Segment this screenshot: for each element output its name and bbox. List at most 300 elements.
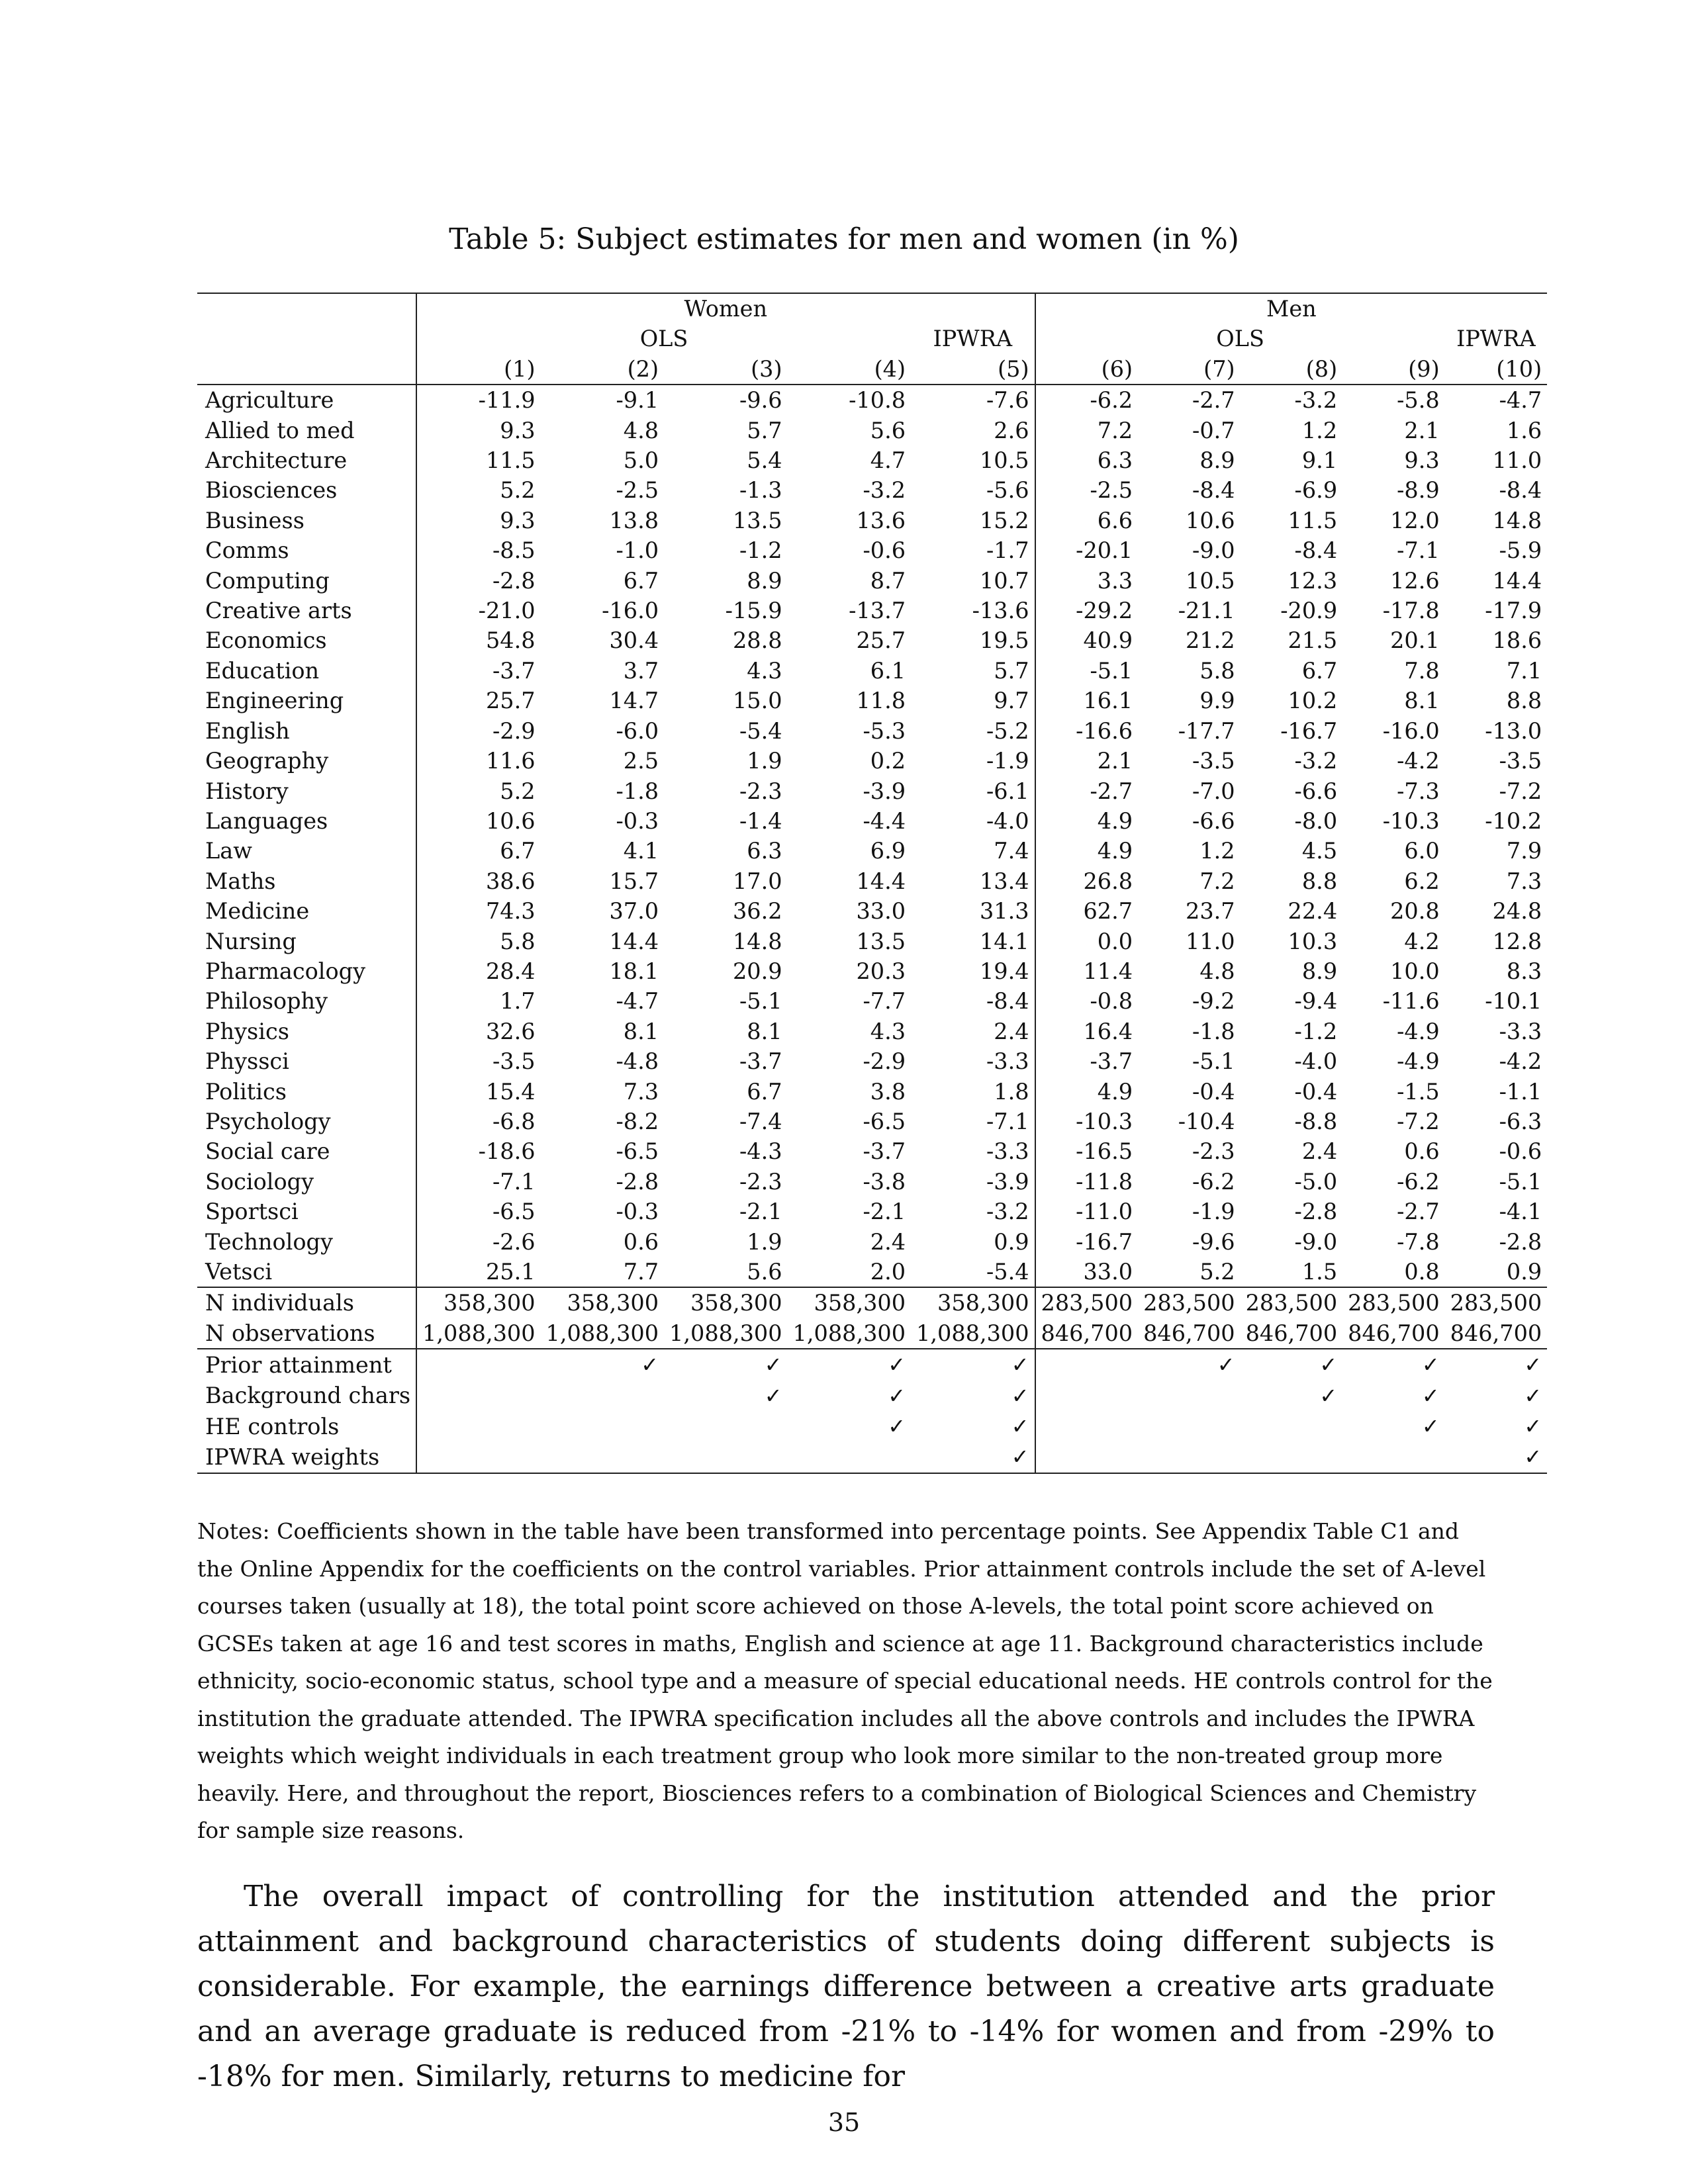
table-cell: 13.4 xyxy=(911,866,1035,896)
table-cell: 23.7 xyxy=(1186,898,1235,925)
column-number: (10) xyxy=(1496,355,1542,382)
table-cell: -0.6 xyxy=(863,537,906,564)
count-cell: 358,300 xyxy=(664,1287,788,1318)
row-label: Politics xyxy=(197,1077,416,1107)
checkmark-icon: ✓ xyxy=(1319,1383,1338,1408)
table-row xyxy=(197,1197,1547,1226)
table-cell: 6.7 xyxy=(1301,657,1338,684)
table-cell: -3.5 xyxy=(492,1048,536,1075)
group-women: Women xyxy=(416,293,1035,324)
row-label: Medicine xyxy=(197,896,416,926)
page-number: 35 xyxy=(827,2108,861,2137)
table-cell: 40.9 xyxy=(1083,627,1133,654)
table-cell: 36.2 xyxy=(732,898,782,925)
table-cell: -9.0 xyxy=(1192,537,1235,564)
table-cell: -3.7 xyxy=(492,657,536,684)
table-cell: -2.7 xyxy=(1138,385,1241,415)
empty-cell xyxy=(1241,1441,1343,1473)
row-label: Architecture xyxy=(197,445,416,475)
table-cell: -7.1 xyxy=(911,1107,1035,1136)
table-cell: -0.7 xyxy=(1192,417,1235,443)
table-cell: 0.9 xyxy=(1506,1259,1542,1285)
table-cell: 5.0 xyxy=(623,447,659,474)
checkmark-icon: ✓ xyxy=(1524,1352,1542,1378)
table-cell: 14.4 xyxy=(609,928,659,954)
table-cell: -8.4 xyxy=(1294,537,1338,564)
control-row xyxy=(197,1349,1547,1380)
table-cell: 10.5 xyxy=(1186,567,1235,594)
count-cell: 358,300 xyxy=(788,1287,912,1318)
table-cell: 37.0 xyxy=(609,898,659,925)
column-number: (5) xyxy=(911,354,1035,385)
table-cell: -3.5 xyxy=(1499,748,1542,774)
header-blank xyxy=(197,293,416,324)
table-cell: -9.6 xyxy=(1192,1228,1235,1255)
table-cell: -3.3 xyxy=(911,1136,1035,1166)
table-cell: 1.5 xyxy=(1301,1259,1338,1285)
checkmark-icon: ✓ xyxy=(1524,1383,1542,1408)
row-label: N individuals xyxy=(197,1287,416,1318)
table-cell: 15.2 xyxy=(911,506,1035,535)
body-paragraph: The overall impact of controlling for the institution attended and the prior attainment and background characteristics of students doing different subjects is considerable. For example, the earnings difference between a creative arts graduate and an average graduate is reduced from -21% to -14% for women and from -29% to -18% for men. Similarly, returns to medicine for xyxy=(197,1880,1495,2093)
count-cell: 358,300 xyxy=(911,1287,1035,1318)
checkmark-icon: ✓ xyxy=(888,1414,906,1439)
checkmark-icon: ✓ xyxy=(1319,1352,1338,1378)
table-cell: -0.6 xyxy=(1499,1138,1542,1165)
table-cell: -20.1 xyxy=(1076,537,1133,564)
table-row xyxy=(197,806,1547,836)
column-number: (4) xyxy=(874,355,906,382)
header-blank xyxy=(197,324,416,353)
checkmark-icon: ✓ xyxy=(1011,1352,1029,1378)
table-cell: 1.8 xyxy=(911,1077,1035,1107)
check-mark-icon xyxy=(1445,1381,1548,1411)
table-cell: 25.7 xyxy=(485,688,536,714)
table-row xyxy=(197,1077,1547,1107)
row-label: Vetsci xyxy=(197,1257,416,1287)
table-row xyxy=(197,475,1547,505)
table-cell: 32.6 xyxy=(485,1018,536,1044)
table-cell: 8.9 xyxy=(1199,447,1235,474)
table-cell: -6.6 xyxy=(1192,807,1235,834)
table-cell: 2.1 xyxy=(1404,417,1440,443)
table-cell: -8.4 xyxy=(1192,477,1235,504)
row-label: Background chars xyxy=(197,1381,416,1411)
table-caption: Table 5: Subject estimates for men and women (in %) xyxy=(449,222,1239,256)
table-cell: 16.1 xyxy=(1083,688,1133,714)
empty-cell xyxy=(541,1381,665,1411)
table-cell: -1.3 xyxy=(739,477,782,504)
table-cell: -0.4 xyxy=(1294,1078,1338,1105)
table-row xyxy=(197,956,1547,986)
table-cell: -7.1 xyxy=(1397,537,1440,564)
table-cell: -4.2 xyxy=(1499,1048,1542,1075)
row-label: English xyxy=(197,716,416,746)
table-cell: -2.3 xyxy=(1192,1138,1235,1165)
count-cell: 1,088,300 xyxy=(669,1320,782,1346)
checkmark-icon: ✓ xyxy=(1217,1352,1235,1378)
row-label: Prior attainment xyxy=(197,1349,416,1380)
table-cell: -0.3 xyxy=(616,1199,659,1225)
table-cell: 10.5 xyxy=(911,445,1035,475)
table-row xyxy=(197,746,1547,776)
check-mark-icon xyxy=(788,1381,912,1411)
table-cell: 5.6 xyxy=(870,417,906,443)
table-cell: 1.2 xyxy=(1301,417,1338,443)
table-cell: 1.2 xyxy=(1199,838,1235,864)
table-cell: -6.2 xyxy=(1035,385,1139,415)
table-cell: 7.9 xyxy=(1506,838,1542,864)
table-cell: 3.8 xyxy=(870,1078,906,1105)
table-cell: 10.3 xyxy=(1288,928,1338,954)
check-mark-icon xyxy=(541,1349,665,1380)
table-cell: -1.1 xyxy=(1499,1078,1542,1105)
table-cell: 25.7 xyxy=(856,627,906,654)
table-cell: 24.8 xyxy=(1492,898,1542,925)
table-cell: 5.7 xyxy=(911,656,1035,686)
table-row xyxy=(197,625,1547,655)
row-label: HE controls xyxy=(197,1411,416,1441)
count-cell: 1,088,300 xyxy=(911,1318,1035,1349)
table-cell: 5.2 xyxy=(500,477,536,504)
check-mark-icon xyxy=(1138,1349,1241,1380)
table-cell: 0.6 xyxy=(1404,1138,1440,1165)
row-label: Education xyxy=(197,656,416,686)
table-cell: -13.6 xyxy=(911,596,1035,625)
empty-cell xyxy=(1035,1411,1139,1441)
table-cell: 0.2 xyxy=(870,748,906,774)
table-cell: -2.8 xyxy=(1294,1199,1338,1225)
subject-estimates-table xyxy=(197,293,1547,1474)
row-label: Languages xyxy=(197,806,416,836)
table-cell: -8.9 xyxy=(1397,477,1440,504)
count-cell: 1,088,300 xyxy=(792,1320,906,1346)
checkmark-icon: ✓ xyxy=(1011,1414,1029,1439)
count-cell: 1,088,300 xyxy=(422,1320,536,1346)
table-cell: -5.2 xyxy=(911,716,1035,746)
row-label: Biosciences xyxy=(197,475,416,505)
empty-cell xyxy=(1138,1411,1241,1441)
table-cell: -1.2 xyxy=(739,537,782,564)
table-cell: 15.0 xyxy=(732,688,782,714)
table-cell: 5.2 xyxy=(500,778,536,804)
table-cell: -10.8 xyxy=(788,385,912,415)
check-mark-icon xyxy=(1445,1441,1548,1473)
table-cell: 12.8 xyxy=(1492,928,1542,954)
count-row xyxy=(197,1287,1547,1318)
row-label: Agriculture xyxy=(197,385,416,415)
table-cell: -5.1 xyxy=(1090,657,1133,684)
column-number: (6) xyxy=(1101,355,1133,382)
table-cell: -2.8 xyxy=(616,1168,659,1195)
table-cell: -6.6 xyxy=(1294,778,1338,804)
table-cell: -11.8 xyxy=(1076,1168,1133,1195)
table-cell: 11.5 xyxy=(1288,507,1338,533)
table-cell: 1.9 xyxy=(747,1228,782,1255)
header-method-row xyxy=(197,324,1547,353)
count-row xyxy=(197,1318,1547,1349)
table-row xyxy=(197,385,1547,415)
table-cell: 11.8 xyxy=(856,688,906,714)
table-cell: 7.1 xyxy=(1506,657,1542,684)
table-cell: -4.1 xyxy=(1499,1199,1542,1225)
row-label: Sociology xyxy=(197,1167,416,1197)
table-cell: -5.3 xyxy=(863,717,906,744)
table-cell: -17.8 xyxy=(1382,598,1440,624)
table-cell: 21.2 xyxy=(1186,627,1235,654)
column-number: (8) xyxy=(1305,355,1338,382)
table-cell: -4.7 xyxy=(1445,385,1548,415)
table-row xyxy=(197,1107,1547,1136)
checkmark-icon: ✓ xyxy=(764,1383,782,1408)
check-mark-icon xyxy=(1445,1411,1548,1441)
count-cell: 846,700 xyxy=(1245,1320,1338,1346)
header-blank xyxy=(197,354,416,385)
table-cell: 26.8 xyxy=(1083,868,1133,894)
empty-cell xyxy=(1241,1411,1343,1441)
row-label: Psychology xyxy=(197,1107,416,1136)
empty-cell xyxy=(416,1411,541,1441)
table-cell: 21.5 xyxy=(1288,627,1338,654)
table-cell: 25.1 xyxy=(485,1259,536,1285)
table-cell: 4.8 xyxy=(1199,958,1235,984)
table-cell: 17.0 xyxy=(732,868,782,894)
count-cell: 846,700 xyxy=(1143,1320,1235,1346)
table-cell: -20.9 xyxy=(1280,598,1338,624)
table-cell: 28.4 xyxy=(485,958,536,984)
table-cell: -9.6 xyxy=(664,385,788,415)
table-cell: 11.5 xyxy=(485,447,536,474)
table-cell: 7.3 xyxy=(1506,868,1542,894)
table-row xyxy=(197,445,1547,475)
table-row xyxy=(197,1046,1547,1076)
table-cell: 6.7 xyxy=(500,838,536,864)
table-cell: -6.2 xyxy=(1397,1168,1440,1195)
table-cell: -1.2 xyxy=(1294,1018,1338,1044)
checkmark-icon: ✓ xyxy=(1524,1414,1542,1439)
row-label: Comms xyxy=(197,535,416,565)
table-cell: 1.7 xyxy=(500,988,536,1015)
table-cell: 7.3 xyxy=(623,1078,659,1105)
table-cell: -5.1 xyxy=(1499,1168,1542,1195)
table-cell: -4.9 xyxy=(1397,1018,1440,1044)
table-cell: -8.0 xyxy=(1294,807,1338,834)
checkmark-icon: ✓ xyxy=(1421,1383,1440,1408)
table-cell: -3.2 xyxy=(1294,748,1338,774)
row-label: N observations xyxy=(197,1318,416,1349)
table-cell: 18.6 xyxy=(1492,627,1542,654)
table-cell: 5.8 xyxy=(500,928,536,954)
table-cell: -7.6 xyxy=(911,385,1035,415)
checkmark-icon: ✓ xyxy=(764,1352,782,1378)
table-cell: -4.0 xyxy=(911,806,1035,836)
table-cell: 2.5 xyxy=(623,748,659,774)
count-cell: 358,300 xyxy=(416,1287,541,1318)
table-cell: 19.5 xyxy=(911,625,1035,655)
table-cell: 2.4 xyxy=(1301,1138,1338,1165)
checkmark-icon: ✓ xyxy=(888,1352,906,1378)
control-row xyxy=(197,1441,1547,1473)
column-number: (1) xyxy=(504,355,536,382)
table-cell: 11.4 xyxy=(1083,958,1133,984)
table-row xyxy=(197,927,1547,956)
table-cell: -8.8 xyxy=(1294,1108,1338,1134)
checkmark-icon: ✓ xyxy=(1421,1352,1440,1378)
table-cell: 4.7 xyxy=(870,447,906,474)
table-cell: -7.0 xyxy=(1192,778,1235,804)
table-cell: 20.9 xyxy=(732,958,782,984)
table-cell: 20.8 xyxy=(1390,898,1440,925)
empty-cell xyxy=(1138,1441,1241,1473)
table-cell: 19.4 xyxy=(911,956,1035,986)
table-cell: 8.9 xyxy=(1301,958,1338,984)
table-cell: 7.2 xyxy=(1097,417,1133,443)
column-number: (7) xyxy=(1203,355,1235,382)
table-cell: 4.8 xyxy=(623,417,659,443)
table-cell: -5.4 xyxy=(739,717,782,744)
table-cell: 14.8 xyxy=(732,928,782,954)
table-cell: -11.0 xyxy=(1076,1199,1133,1225)
empty-cell xyxy=(1035,1381,1139,1411)
table-cell: 16.4 xyxy=(1083,1018,1133,1044)
check-mark-icon xyxy=(1241,1381,1343,1411)
table-cell: 5.6 xyxy=(747,1259,782,1285)
method-ols-men: OLS xyxy=(1216,326,1264,352)
table-cell: 2.4 xyxy=(911,1017,1035,1046)
table-cell: 4.2 xyxy=(1404,928,1440,954)
row-label: Economics xyxy=(197,625,416,655)
table-cell: 3.7 xyxy=(623,657,659,684)
table-cell: -6.5 xyxy=(616,1138,659,1165)
table-cell: -16.7 xyxy=(1280,717,1338,744)
table-cell: 8.3 xyxy=(1506,958,1542,984)
table-row xyxy=(197,836,1547,866)
row-label: Business xyxy=(197,506,416,535)
table-cell: -7.8 xyxy=(1397,1228,1440,1255)
check-mark-icon xyxy=(1342,1411,1445,1441)
table-cell: 10.0 xyxy=(1390,958,1440,984)
row-label: Philosophy xyxy=(197,986,416,1016)
table-cell: 5.2 xyxy=(1199,1259,1235,1285)
row-label: Pharmacology xyxy=(197,956,416,986)
table-cell: -1.0 xyxy=(616,537,659,564)
empty-cell xyxy=(416,1381,541,1411)
table-cell: -2.1 xyxy=(739,1199,782,1225)
column-number: (2) xyxy=(627,355,659,382)
checkmark-icon: ✓ xyxy=(1011,1444,1029,1470)
table-cell: 10.6 xyxy=(1186,507,1235,533)
table-cell: -1.8 xyxy=(1192,1018,1235,1044)
table-cell: 10.6 xyxy=(485,807,536,834)
table-cell: -21.1 xyxy=(1178,598,1235,624)
count-cell: 283,500 xyxy=(1241,1287,1343,1318)
table-cell: 9.9 xyxy=(1199,688,1235,714)
check-mark-icon xyxy=(1241,1349,1343,1380)
table-cell: -4.8 xyxy=(616,1048,659,1075)
count-cell: 283,500 xyxy=(1342,1287,1445,1318)
table-cell: 13.6 xyxy=(856,507,906,533)
table-cell: 14.7 xyxy=(609,688,659,714)
table-cell: 12.3 xyxy=(1288,567,1338,594)
table-cell: 9.3 xyxy=(500,507,536,533)
row-label: Physics xyxy=(197,1017,416,1046)
table-cell: -5.0 xyxy=(1294,1168,1338,1195)
table-cell: 3.3 xyxy=(1097,567,1133,594)
table-cell: -2.9 xyxy=(492,717,536,744)
empty-cell xyxy=(788,1441,912,1473)
table-row xyxy=(197,1017,1547,1046)
control-row xyxy=(197,1381,1547,1411)
table-cell: 20.3 xyxy=(856,958,906,984)
table-cell: 33.0 xyxy=(856,898,906,925)
table-cell: -3.2 xyxy=(863,477,906,504)
empty-cell xyxy=(664,1441,788,1473)
checkmark-icon: ✓ xyxy=(1421,1414,1440,1439)
table-cell: 0.0 xyxy=(1097,928,1133,954)
count-cell: 846,700 xyxy=(1348,1320,1440,1346)
checkmark-icon: ✓ xyxy=(888,1383,906,1408)
table-cell: 11.0 xyxy=(1492,447,1542,474)
table-cell: -17.9 xyxy=(1485,598,1542,624)
row-label: Technology xyxy=(197,1227,416,1257)
table-cell: -16.7 xyxy=(1076,1228,1133,1255)
method-ipwra-men: IPWRA xyxy=(1456,326,1536,352)
table-cell: 74.3 xyxy=(485,898,536,925)
table-cell: -7.1 xyxy=(492,1168,536,1195)
table-cell: -2.7 xyxy=(1090,778,1133,804)
empty-cell xyxy=(416,1349,541,1380)
table-row xyxy=(197,506,1547,535)
row-label: Physsci xyxy=(197,1046,416,1076)
table-cell: 6.2 xyxy=(1404,868,1440,894)
table-row xyxy=(197,1257,1547,1287)
table-cell: 14.4 xyxy=(856,868,906,894)
table-cell: -11.6 xyxy=(1382,988,1440,1015)
table-cell: 13.5 xyxy=(732,507,782,533)
table-cell: -7.4 xyxy=(739,1108,782,1134)
table-cell: -3.2 xyxy=(1241,385,1343,415)
table-cell: 1.6 xyxy=(1506,417,1542,443)
table-cell: -7.7 xyxy=(863,988,906,1015)
table-cell: -6.3 xyxy=(1499,1108,1542,1134)
table-cell: -1.8 xyxy=(616,778,659,804)
table-cell: -9.0 xyxy=(1294,1228,1338,1255)
table-row xyxy=(197,686,1547,715)
table-cell: 7.7 xyxy=(623,1259,659,1285)
table-cell: 6.9 xyxy=(870,838,906,864)
table-cell: -4.4 xyxy=(863,807,906,834)
table-cell: 5.7 xyxy=(747,417,782,443)
table-cell: -3.7 xyxy=(1090,1048,1133,1075)
table-cell: -1.9 xyxy=(911,746,1035,776)
table-cell: 1.9 xyxy=(747,748,782,774)
table-cell: -6.0 xyxy=(616,717,659,744)
table-cell: 9.7 xyxy=(911,686,1035,715)
table-cell: 14.8 xyxy=(1492,507,1542,533)
check-mark-icon xyxy=(664,1349,788,1380)
table-cell: -1.4 xyxy=(739,807,782,834)
table-cell: -8.2 xyxy=(616,1108,659,1134)
table-cell: -2.9 xyxy=(863,1048,906,1075)
table-cell: 8.9 xyxy=(747,567,782,594)
table-cell: -3.9 xyxy=(911,1167,1035,1197)
table-cell: -2.8 xyxy=(1499,1228,1542,1255)
table-cell: 13.5 xyxy=(856,928,906,954)
table-cell: 6.3 xyxy=(747,838,782,864)
table-cell: -8.5 xyxy=(492,537,536,564)
table-cell: 2.4 xyxy=(870,1228,906,1255)
empty-cell xyxy=(1342,1441,1445,1473)
